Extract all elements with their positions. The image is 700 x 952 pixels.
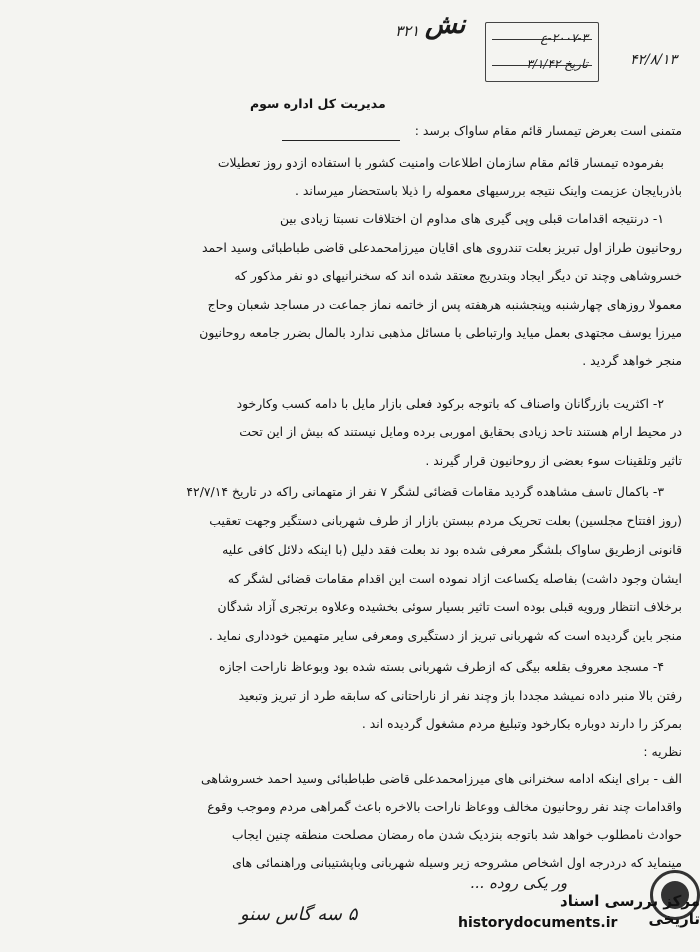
body-line: منجر خواهد گردید . xyxy=(582,353,682,368)
body-line: تاثیر وتلقینات سوء بعضی از روحانیون قرار گیرند . xyxy=(425,453,682,468)
body-line: برخلاف انتظار ورویه قبلی بوده است تاثیر بسیار سوئی بخشیده وعلاوه برتجری آزاد شدگان xyxy=(217,599,682,614)
body-line: باذربایجان عزیمت واینک نتیجه بررسیهای معموله را ذیلا باستحضار میرساند . xyxy=(294,183,682,198)
handwritten-mark: نش xyxy=(425,10,466,40)
handwritten-note-left: ۵ سه گاس سنو xyxy=(240,904,358,925)
watermark-url: historydocuments.ir xyxy=(458,915,618,931)
handwritten-number: ۳۲۱ xyxy=(395,22,420,40)
stamp-date: تاریخ ۳/۱/۴۲ xyxy=(526,57,588,71)
body-line: بفرموده تیمسار قائم مقام سازمان اطلاعات وامنیت کشور با استفاده ازدو روز تعطیلات xyxy=(217,155,664,170)
body-line: ۱- درنتیجه اقدامات قبلی وپی گیری های مداوم ان اختلافات نسبتا زیادی بین xyxy=(279,211,664,226)
body-line: در محیط ارام هستند تاحد زیادی بحقایق اموربی برده ومایل نیستند که بیش از این تحت xyxy=(239,424,682,439)
registration-stamp xyxy=(485,22,599,82)
body-line: الف - برای اینکه ادامه سخنرانی های میرزامحمدعلی قاضی طباطبائی وسید احمد خسروشاهی xyxy=(201,771,682,786)
body-line: (روز افتتاح مجلسین) بعلت تحریک مردم ببستن بازار از طرف شهربانی دستگیر وجهت تعقیب xyxy=(209,513,682,528)
watermark-title: مرکز بررسی اسناد تاریخی xyxy=(560,892,700,928)
salutation: متمنی است بعرض تیمسار قائم مقام ساواک برسد : xyxy=(414,123,682,138)
body-line: مینماید که دردرجه اول اشخاص مشروحه زیر وسیله شهربانی وباپشتیبانی وراهنمائی های xyxy=(232,855,682,870)
body-line: رفتن بالا منبر داده نمیشد مجددا باز وچند نفر از ناراحتانی که سابقه طرد از تبریز وتبعید xyxy=(238,688,682,703)
body-line: ۲- اکثریت بازرگانان واصناف که باتوجه برکود فعلی بازار مایل با دامه کسب وکارخود xyxy=(236,396,664,411)
body-line: منجر باین گردیده است که شهربانی تبریز از دستگیری ومعرفی سایر متهمین خودداری نماید . xyxy=(208,628,682,643)
body-line: ایشان وجود داشت) بفاصله یکساعت ازاد نموده است این اقدام مقامات قضائی لشگر که xyxy=(227,571,682,586)
body-line: ۳- باکمال تاسف مشاهده گردید مقامات قضائی لشگر ۷ نفر از متهمانی راکه در تاریخ ۴۲/۷/۱۴ xyxy=(186,484,664,499)
body-line: حوادث نامطلوب خواهد شد باتوجه بنزدیک شدن ماه رمضان مصلحت منطقه چنین ایجاب xyxy=(231,827,682,842)
document-header: مدیریت کل اداره سوم xyxy=(250,96,386,111)
stamp-number: ۲۰۰۷-۳-ع xyxy=(540,31,588,45)
body-line: ۴- مسجد معروف بقلعه بیگی که ازطرف شهربانی بسته شده بود وبوعاظ ناراحت اجازه xyxy=(219,659,664,674)
body-line: معمولا روزهای چهارشنبه وپنجشنبه هرهفته پس از خاتمه نماز جماعت در مساجد شعبان وحاج xyxy=(207,297,682,312)
opinion-heading: نظریه : xyxy=(643,744,682,759)
body-line: بمرکز را دارند دوباره بکارخود وتبلیغ مردم مشغول گردیده اند . xyxy=(361,716,682,731)
body-line: میرزا یوسف مجتهدی بعمل میاید وارتباطی با مسائل مذهبی ندارد بالمال بضرر جامعه روحانیون xyxy=(199,325,682,340)
body-line: واقدامات چند نفر روحانیون مخالف ووعاظ ناراحت بالاخره باعث گمراهی مردم وموجب وقوع xyxy=(207,799,682,814)
handwritten-note-right: ور یکی روده ... xyxy=(470,874,568,892)
body-line: قانونی ازطریق ساواک بلشگر معرفی شده بود ند بعلت فقد دلیل (با اینکه دلائل کافی علیه xyxy=(222,542,682,557)
body-line: روحانیون طراز اول تبریز بعلت تندروی های اقایان میرزامحمدعلی قاضی طباطبائی وسید احمد xyxy=(202,240,682,255)
handwritten-date: ۴۲/۸/۱۳ xyxy=(630,52,678,68)
salutation-underline xyxy=(282,140,400,141)
body-line: خسروشاهی وچند تن دیگر ایجاد وبتدریج معتقد شده اند که سخنرانیهای دو نفر مذکور که xyxy=(234,268,682,283)
